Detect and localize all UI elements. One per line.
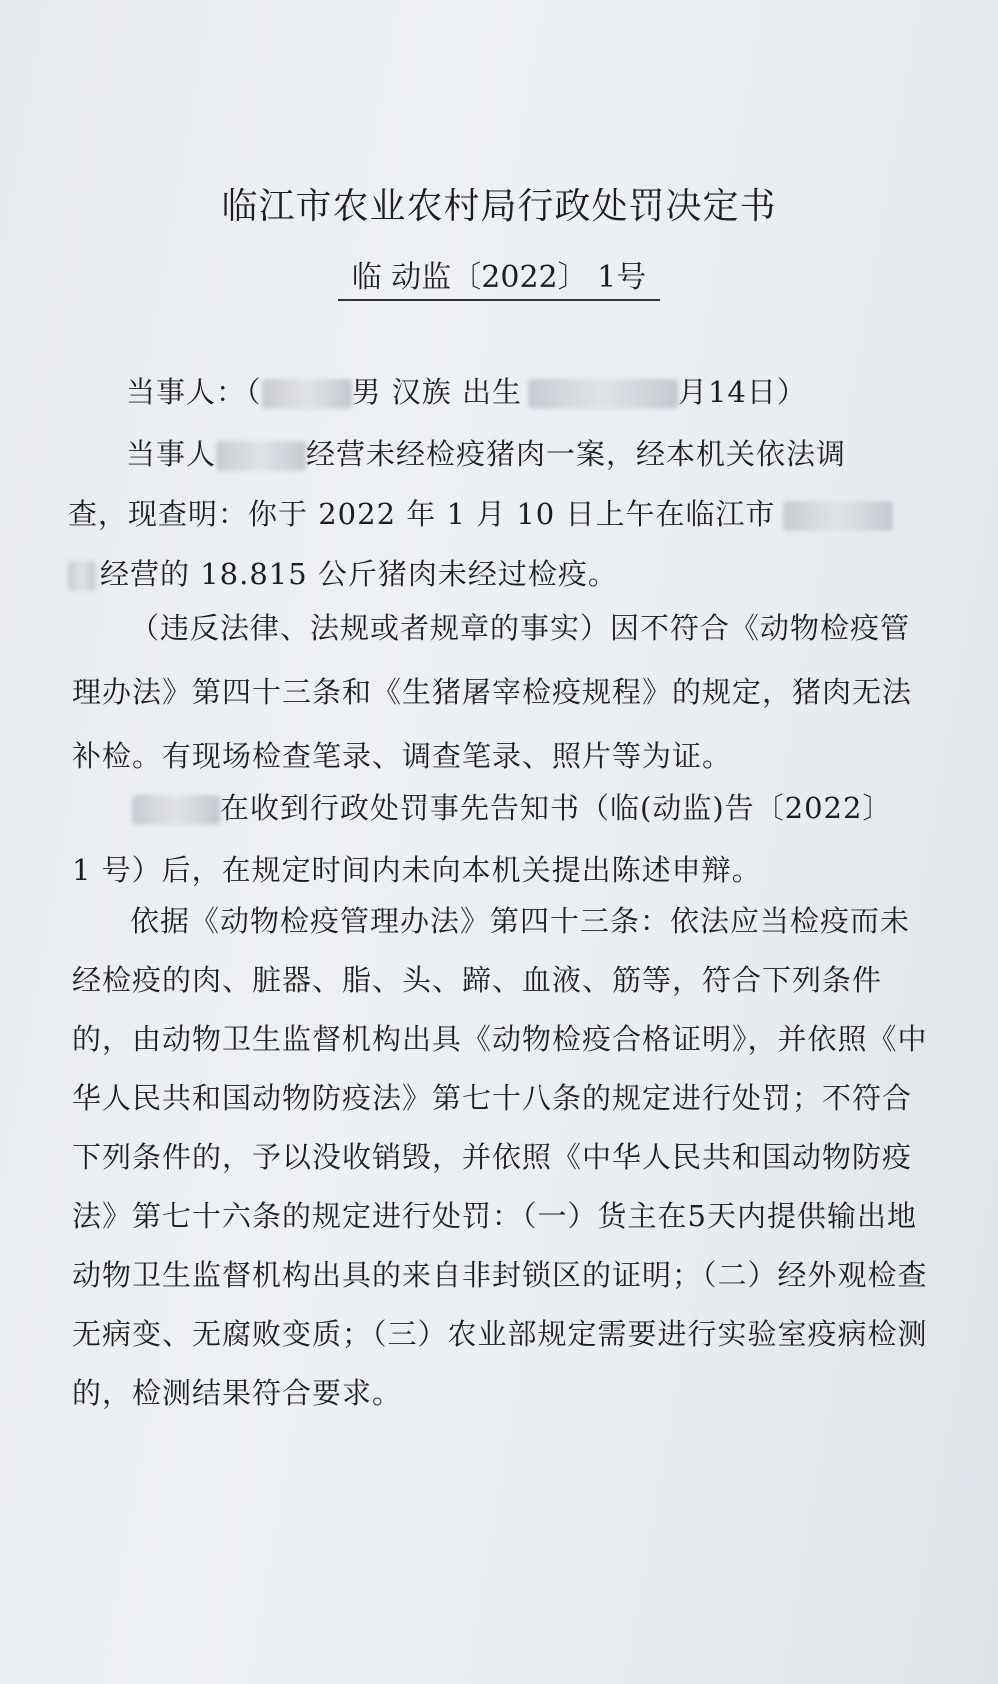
case-line-3 — [68, 552, 618, 593]
redacted-birthdate — [528, 379, 678, 409]
party-line — [126, 370, 807, 411]
document-title: 临江市农业农村局行政处罚决定书 — [221, 186, 777, 227]
redacted-location-2 — [68, 561, 96, 591]
basis-paragraph: 依据《动物检疫管理办法》第四十三条：依法应当检疫而未经检疫的肉、脏器、脂、头、蹄、血液、筋等，符合下列条件的，由动物卫生监督机构出具《动物检疫合格证明》，并依照《中华人民共和国动物防疫法》第七十八条的规定进行处罚；不符合下列条件的，予以没收销毁，并依照《中华人民共和国动物防疫法》第七十六条的规定进行处罚：（一）货主在5天内提供输出地动物卫生监督机构出具的来自非封锁区的证明；（二）经外观检查无病变、无腐败变质；（三）农业部规定需要进行实验室疫病检测的，检测结果符合要求。 — [72, 904, 928, 1410]
document-number — [0, 252, 998, 296]
case-intro-3: 经营的 18.815 公斤猪肉未经过检疫。 — [100, 557, 618, 591]
redacted-location — [783, 501, 893, 531]
notice-text-1: 在收到行政处罚事先告知书（临(动监)告〔2022〕 — [220, 791, 893, 825]
party-suffix: 月14日） — [677, 375, 807, 409]
redacted-name — [262, 379, 352, 409]
case-intro-2: 查，现查明：你于 2022 年 1 月 10 日上午在临江市 — [68, 497, 776, 531]
case-line-2 — [68, 492, 893, 533]
party-label: 当事人：（ — [126, 375, 262, 409]
case-intro-1: 经营未经检疫猪肉一案，经本机关依法调 — [306, 437, 847, 471]
notice-line-2 — [72, 848, 762, 889]
notice-line-1 — [132, 786, 892, 827]
case-line-1 — [126, 432, 846, 473]
case-party: 当事人 — [126, 437, 217, 471]
document-number-text: 临 动监〔2022〕 1号 — [338, 260, 661, 301]
redacted-name — [132, 795, 220, 825]
redacted-name — [216, 441, 306, 471]
party-info: 男 汉族 出生 — [351, 375, 522, 409]
notice-text-2: 1 号）后，在规定时间内未向本机关提出陈述申辩。 — [72, 853, 762, 887]
violation-paragraph: （违反法律、法规或者规章的事实）因不符合《动物检疫管理办法》第四十三条和《生猪屠宰检疫规程》的规定，猪肉无法补检。有现场检查笔录、调查笔录、照片等为证。 — [72, 611, 913, 773]
